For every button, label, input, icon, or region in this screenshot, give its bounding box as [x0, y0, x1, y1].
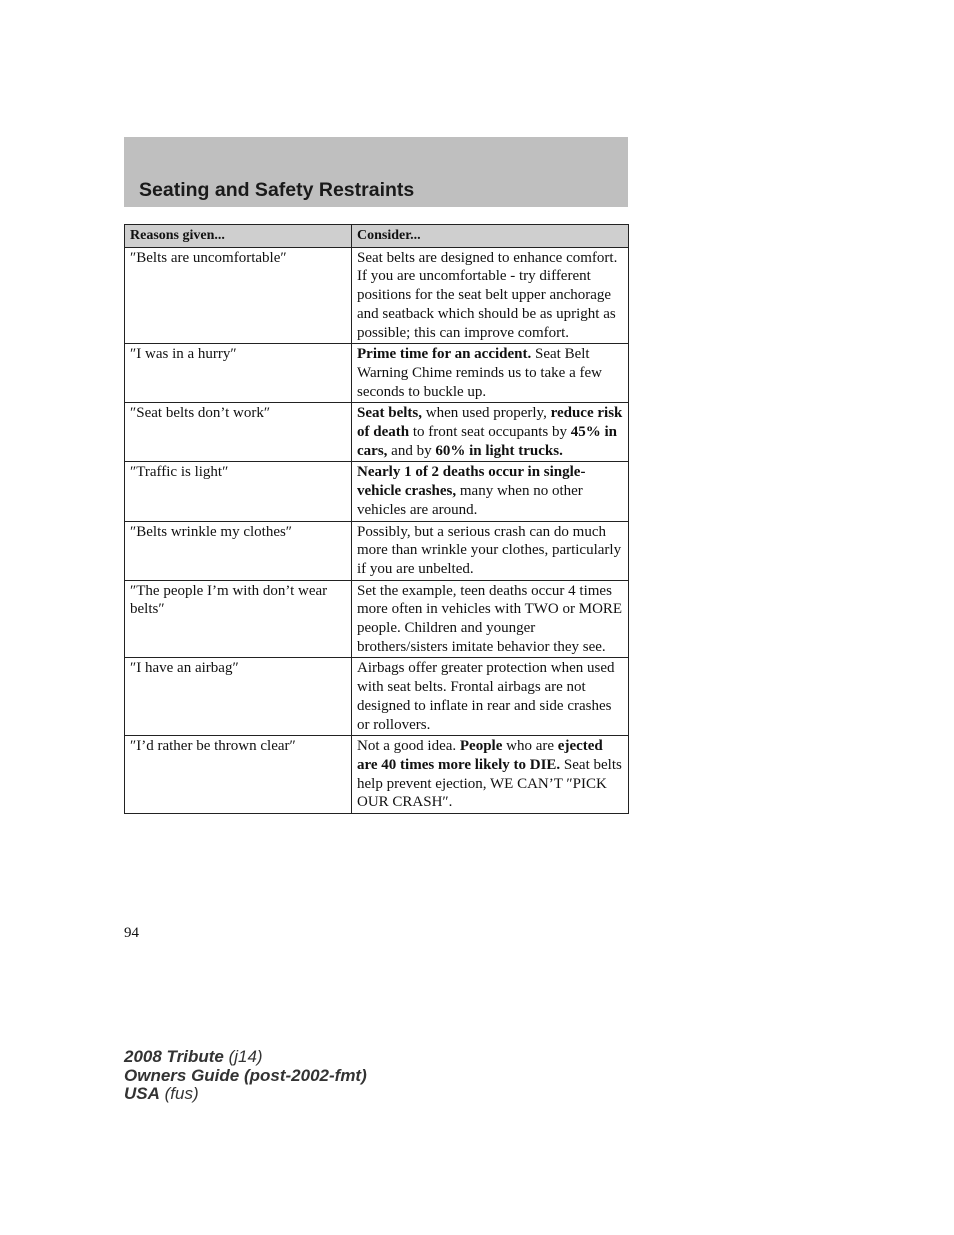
table-row	[125, 462, 629, 521]
body-text: Not a good idea.	[357, 738, 460, 755]
body-text: Set the example, teen deaths occur 4 times more often in vehicles with TWO or MORE people. Children and younger brothers/sisters imitate behavior they see.	[357, 582, 623, 655]
table-row	[125, 580, 629, 658]
section-header	[124, 137, 628, 207]
consider-cell	[352, 344, 629, 403]
emphasis-text: Seat belts,	[357, 405, 422, 422]
table-header-row	[125, 225, 629, 248]
section-title: Seating and Safety Restraints	[139, 179, 415, 201]
footer-line-market	[124, 1085, 367, 1104]
consider-cell	[352, 521, 629, 580]
table-row	[125, 403, 629, 462]
body-text: who are	[502, 738, 558, 755]
body-text: when used properly,	[422, 405, 551, 422]
reason-cell: ″Belts are uncomfortable″	[125, 247, 352, 344]
consider-cell	[352, 736, 629, 814]
emphasis-text: ejected are 40 times more likely to DIE.	[357, 738, 603, 773]
reason-cell: ″I’d rather be thrown clear″	[125, 736, 352, 814]
column-header-reasons: Reasons given...	[125, 225, 352, 248]
consider-cell	[352, 403, 629, 462]
body-text: Seat Belt Warning Chime reminds us to take a few seconds to buckle up.	[357, 346, 602, 400]
table-row	[125, 247, 629, 344]
emphasis-text: Prime time for an accident.	[357, 346, 532, 363]
reasons-table	[124, 224, 629, 814]
column-header-consider: Consider...	[352, 225, 629, 248]
footer-model-code: (j14)	[223, 1047, 263, 1066]
footer-market: USA	[124, 1084, 160, 1103]
table-body	[125, 247, 629, 813]
footer-model: 2008 Tribute	[124, 1047, 224, 1066]
emphasis-text: Nearly 1 of 2 deaths occur in single-vehicle crashes,	[357, 464, 586, 500]
emphasis-text: 45% in cars,	[357, 424, 617, 459]
table-row	[125, 658, 629, 736]
reason-cell: ″I have an airbag″	[125, 658, 352, 736]
footer-guide: Owners Guide (post-2002-fmt)	[124, 1065, 367, 1085]
emphasis-text: People	[459, 738, 503, 755]
emphasis-text: reduce risk of death	[357, 405, 623, 441]
body-text: Seat belts are designed to enhance comfort. If you are uncomfortable - try different positions for the seat belt upper anchorage and seatback which should be as upright as possible; this can improve comfort.	[357, 249, 618, 341]
footer-line-guide	[124, 1067, 367, 1086]
body-text: Seat belts help prevent ejection, WE CAN’T ″PICK OUR CRASH″.	[357, 756, 622, 811]
footer-market-code: (fus)	[159, 1084, 199, 1103]
emphasis-text: 60% in light trucks.	[435, 442, 563, 459]
consider-cell	[352, 462, 629, 521]
body-text: to front seat occupants by	[409, 424, 571, 441]
table-row	[125, 521, 629, 580]
consider-cell	[352, 247, 629, 344]
reason-cell: ″Belts wrinkle my clothes″	[125, 521, 352, 580]
consider-cell	[352, 580, 629, 658]
page-number: 94	[124, 925, 139, 941]
footer-line-model	[124, 1048, 367, 1067]
reason-cell: ″The people I’m with don’t wear belts″	[125, 580, 352, 658]
table-row	[125, 736, 629, 814]
table-row	[125, 344, 629, 403]
consider-cell	[352, 658, 629, 736]
body-text: Possibly, but a serious crash can do much more than wrinkle your clothes, particularly if you are unbelted.	[357, 523, 622, 577]
reason-cell: ″Seat belts don’t work″	[125, 403, 352, 462]
document-footer	[124, 1048, 367, 1104]
reason-cell: ″Traffic is light″	[125, 462, 352, 521]
body-text: Airbags offer greater protection when used with seat belts. Frontal airbags are not designed to inflate in rear and side crashes or rollovers.	[357, 660, 615, 733]
reason-cell: ″I was in a hurry″	[125, 344, 352, 403]
body-text: and by	[387, 442, 436, 459]
body-text: many when no other vehicles are around.	[357, 483, 583, 518]
